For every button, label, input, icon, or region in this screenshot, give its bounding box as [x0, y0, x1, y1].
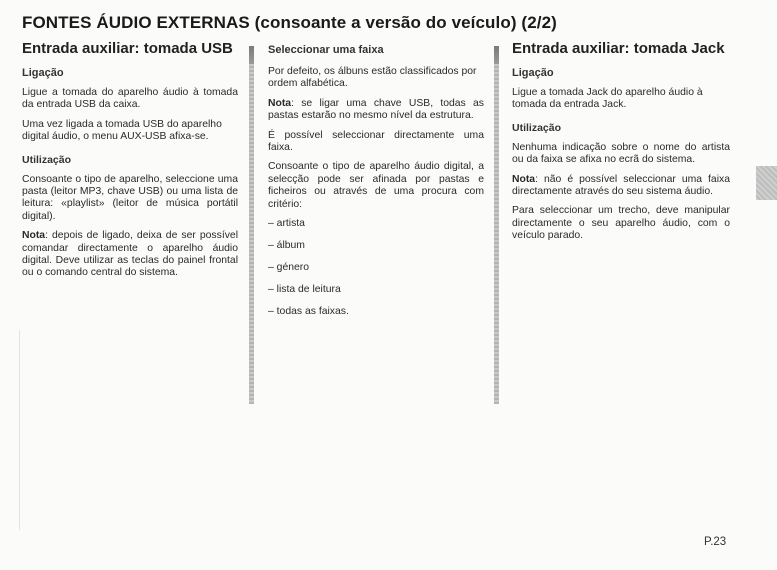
- note-label: Nota: [22, 230, 46, 242]
- section-thumb-tab: [756, 166, 777, 200]
- subheading-utilizacao: Utilização: [22, 153, 72, 166]
- note-label: Nota: [512, 173, 536, 185]
- paragraph: Nenhuma indicação sobre o nome do artista ou da faixa se afixa no ecrã do sistema.: [512, 141, 730, 166]
- subheading-ligacao: Ligação: [22, 67, 64, 79]
- page-title: FONTES ÁUDIO EXTERNAS (consoante a versão do veículo) (2/2): [22, 13, 557, 32]
- note-label: Nota: [268, 97, 292, 109]
- note-text: : se ligar uma chave USB, todas as pastas estarão no mesmo nível da estrutura.: [268, 97, 484, 122]
- paragraph: Uma vez ligada a tomada USB do aparelho digital áudio, o menu AUX-USB afixa-se.: [22, 118, 222, 143]
- column-divider: [249, 64, 254, 404]
- paragraph: É possível seleccionar directamente uma faixa.: [268, 129, 484, 154]
- list-item: – género: [268, 262, 310, 274]
- column-jack: [512, 40, 730, 250]
- section-heading-jack: Entrada auxiliar: tomada Jack: [512, 40, 725, 57]
- subheading-utilizacao: Utilização: [512, 121, 562, 134]
- list-item: – todas as faixas.: [268, 306, 349, 318]
- note-paragraph: [22, 230, 238, 280]
- column-marker-bar: [494, 46, 499, 64]
- list-item: – lista de leitura: [268, 284, 341, 296]
- column-divider: [494, 64, 499, 404]
- paragraph: Consoante o tipo de aparelho, seleccione uma pasta (leitor MP3, chave USB) ou uma lista de leitura: «playlist» (leitor de música portátil digital).: [22, 173, 238, 222]
- note-paragraph: [268, 98, 484, 123]
- margin-line: [19, 330, 20, 530]
- criteria-list: [268, 218, 484, 318]
- paragraph: Para seleccionar um trecho, deve manipular directamente o seu aparelho áudio, com o veículo parado.: [512, 205, 730, 242]
- paragraph: Ligue a tomada Jack do aparelho áudio à tomada da entrada Jack.: [512, 87, 703, 111]
- column-marker-bar: [249, 46, 254, 64]
- note-text: : não é possível seleccionar uma faixa directamente através do seu sistema áudio.: [512, 173, 730, 198]
- paragraph: Consoante o tipo de aparelho áudio digital, a selecção pode ser afinada por pastas e ficheiros ou através de uma procura com critério:: [268, 161, 484, 210]
- paragraph: Ligue a tomada do aparelho áudio à tomada da entrada USB da caixa.: [22, 87, 238, 111]
- paragraph: Por defeito, os álbuns estão classificados por ordem alfabética.: [268, 66, 477, 90]
- subheading-ligacao: Ligação: [512, 67, 554, 79]
- section-heading-select-track: Seleccionar uma faixa: [268, 44, 384, 56]
- column-select-track: [268, 43, 484, 328]
- list-item: – álbum: [268, 240, 305, 252]
- page-number: P.23: [704, 536, 727, 548]
- column-usb: [22, 40, 238, 287]
- note-text: : depois de ligado, deixa de ser possível comandar directamente o aparelho áudio digital. Deve utilizar as teclas do painel frontal ou o comando central do sistema.: [22, 230, 238, 279]
- note-paragraph: [512, 174, 730, 199]
- list-item: – artista: [268, 218, 305, 230]
- section-heading-usb: Entrada auxiliar: tomada USB: [22, 40, 233, 57]
